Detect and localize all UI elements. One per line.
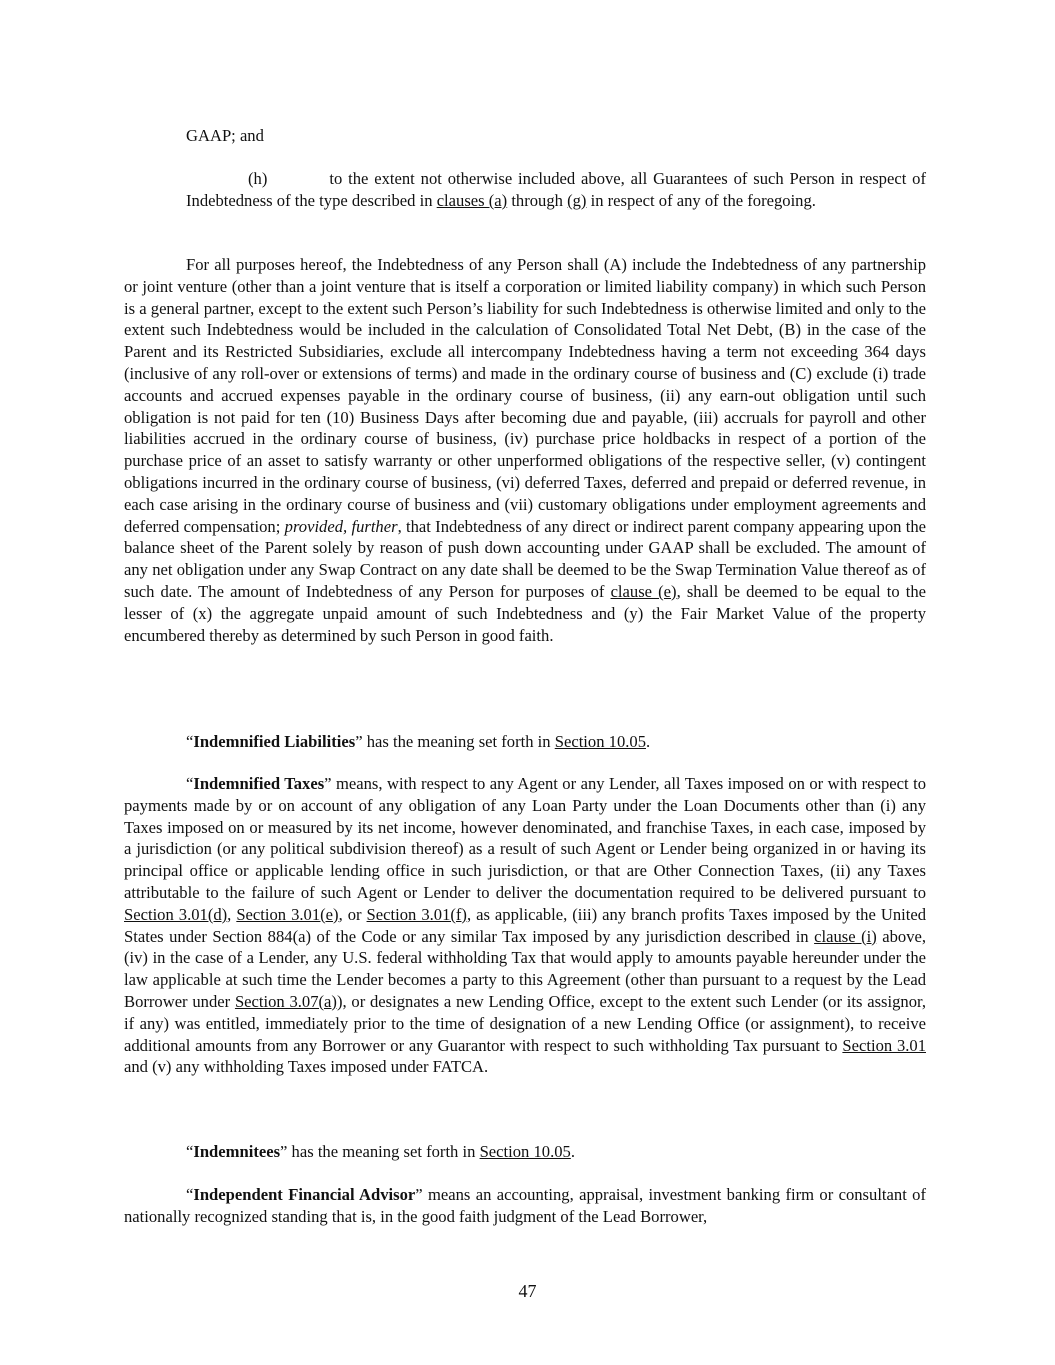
section-3-01-e-link[interactable]: Section 3.01(e) xyxy=(236,904,339,924)
defined-term: Independent Financial Advisor xyxy=(193,1185,416,1204)
clause-h-marker: (h) xyxy=(248,169,268,188)
section-3-01-f-link[interactable]: Section 3.01(f) xyxy=(366,904,467,924)
clause-e-link[interactable]: clause (e) xyxy=(610,581,677,601)
clauses-a-link[interactable]: clauses (a) xyxy=(436,190,508,210)
clause-h: (h) to the extent not otherwise included above, all Guarantees of such Person in respect of Indebtedness of the type described in clauses (a) through (g) in respect of any of the foregoing. xyxy=(186,169,926,210)
defined-term: Indemnified Liabilities xyxy=(193,732,356,751)
definition-indemnified-liabilities: “Indemnified Liabilities” has the meaning set forth in Section 10.05. xyxy=(186,732,651,751)
section-3-01-link[interactable]: Section 3.01 xyxy=(842,1035,926,1055)
definition-indemnified-taxes: “Indemnified Taxes” means, with respect to any Agent or any Lender, all Taxes imposed on or with respect to payments made by or on account of any obligation of any Loan Party under the Loan Documents other than (i) any Taxes imposed on or measured by its net income, however denominated, and franchise Taxes, in each case, imposed by a jurisdiction (or any political subdivision thereof) as a result of such Agent or Lender being organized in or having its principal office or applicable lending office in such jurisdiction, or that are Other Connection Taxes, (ii) any Taxes attributable to the failure of such Agent or Lender to deliver the documentation required to be delivered pursuant to Section 3.01(d), Section 3.01(e), or Section 3.01(f), as applicable, (iii) any branch profits Taxes imposed by the United States under Section 884(a) of the Code or any similar Tax imposed by any jurisdiction described in clause (i) above, (iv) in the case of a Lender, any U.S. federal withholding Tax that would apply to amounts payable hereunder under the law applicable at such time the Lender becomes a party to this Agreement (other than pursuant to a request by the Lead Borrower under Section 3.07(a)), or designates a new Lending Office, except to the extent such Lender (or its assignor, if any) was entitled, immediately prior to the time of designation of a new Lending Office (or assignment), to receive additional amounts from any Borrower or any Guarantor with respect to such withholding Tax pursuant to Section 3.01 and (v) any withholding Taxes imposed under FATCA. xyxy=(124,774,927,1077)
paragraph-all-purposes: For all purposes hereof, the Indebtedness of any Person shall (A) include the Indebtedness of any partnership or joint venture (other than a joint venture that is itself a corporation or limited liability company) in which such Person is a general partner, except to the extent such Person’s liability for such Indebtedness is otherwise limited and only to the extent such Indebtedness would be included in the calculation of Consolidated Total Net Debt, (B) in the case of the Parent and its Restricted Subsidiaries, exclude all intercompany Indebtedness having a term not exceeding 364 days (inclusive of any roll-over or extensions of terms) and made in the ordinary course of business and (C) exclude (i) trade accounts and accrued expenses payable in the ordinary course of business, (ii) any earn-out obligation until such obligation is not paid for ten (10) Business Days after becoming due and payable, (iii) accruals for payroll and other liabilities accrued in the ordinary course of business, (iv) purchase price holdbacks in respect of a portion of the purchase price of an asset to satisfy warranty or other unperformed obligations of the respective seller, (v) contingent obligations incurred in the ordinary course of business, (vi) deferred Taxes, deferred and prepaid or deferred revenue, in each case arising in the ordinary course of business and (vii) customary obligations under employment agreements and deferred compensation; provided, further, that Indebtedness of any direct or indirect parent company appearing upon the balance sheet of the Parent solely by reason of push down accounting under GAAP shall be excluded. The amount of any net obligation under any Swap Contract on any date shall be deemed to be the Swap Termination Value thereof as of such date. The amount of Indebtedness of any Person for purposes of clause (e), shall be deemed to be equal to the lesser of (x) the aggregate unpaid amount of such Indebtedness and (y) the Fair Market Value of the property encumbered thereby as determined by such Person in good faith. xyxy=(124,255,927,645)
section-10-05-link[interactable]: Section 10.05 xyxy=(554,732,646,751)
page-number: 47 xyxy=(518,1281,537,1301)
defined-term: Indemnitees xyxy=(193,1142,281,1161)
clause-i-link[interactable]: clause (i) xyxy=(814,926,877,946)
section-3-07-a-link[interactable]: Section 3.07(a) xyxy=(234,991,337,1011)
section-10-05-link[interactable]: Section 10.05 xyxy=(479,1142,571,1161)
clause-g-link[interactable]: (g) xyxy=(567,190,587,210)
definition-indemnitees: “Indemnitees” has the meaning set forth in Section 10.05. xyxy=(186,1142,575,1161)
section-3-01-d-link[interactable]: Section 3.01(d) xyxy=(124,904,228,924)
definition-independent-financial-advisor: “Independent Financial Advisor” means an accounting, appraisal, investment banking firm or consultant of nationally recognized standing that is, in the good faith judgment of the Lead Borrower, xyxy=(124,1185,926,1226)
gaap-and-line: GAAP; and xyxy=(186,126,264,145)
defined-term: Indemnified Taxes xyxy=(193,774,325,793)
